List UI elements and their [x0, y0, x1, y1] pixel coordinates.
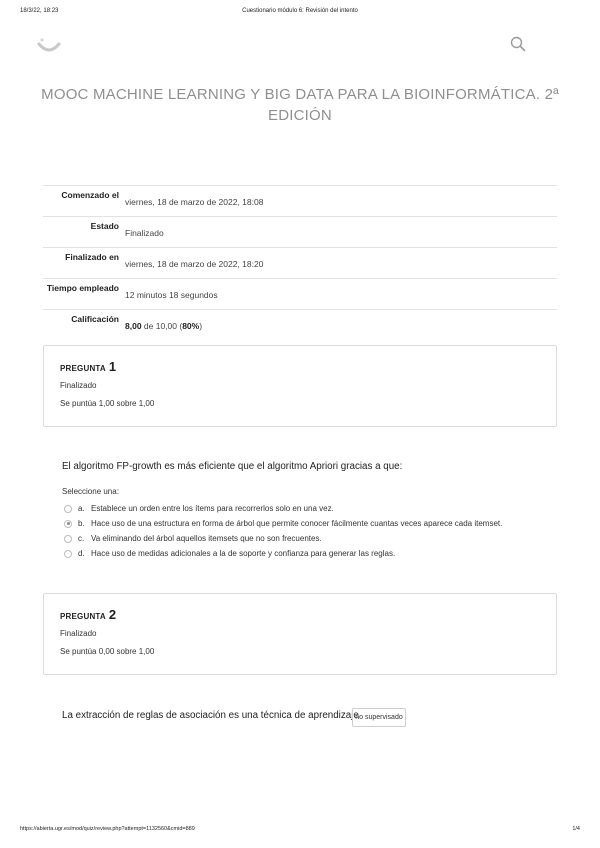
question-state: Finalizado: [60, 629, 97, 638]
radio-button[interactable]: [64, 535, 72, 543]
print-header: [20, 8, 580, 18]
question-number: 2: [108, 607, 117, 622]
summary-grade-value: [125, 310, 557, 341]
print-page-number: 1/4: [572, 826, 580, 832]
answer-option-a[interactable]: [64, 501, 502, 516]
summary-row-finished: [43, 248, 557, 279]
grade-close: ): [199, 321, 203, 331]
radio-button[interactable]: [64, 505, 72, 513]
question-label: PREGUNTA: [60, 612, 106, 621]
print-footer: [20, 826, 580, 836]
select-one-prompt: Seleccione una:: [62, 487, 119, 496]
summary-label: Estado: [43, 217, 125, 248]
answer-letter: d.: [78, 549, 85, 558]
answer-select[interactable]: no supervisado: [352, 708, 406, 727]
print-date: 18/3/22, 18:23: [20, 8, 59, 14]
attempt-summary-table: [43, 185, 557, 340]
answer-letter: c.: [78, 534, 85, 543]
course-title[interactable]: MOOC MACHINE LEARNING Y BIG DATA PARA LA BIOINFORMÁTICA. 2ª EDICIÓN: [41, 86, 559, 124]
ugr-logo-icon[interactable]: [36, 34, 62, 56]
summary-row-state: [43, 217, 557, 248]
question-heading: [60, 607, 116, 622]
answer-option-d[interactable]: [64, 546, 502, 561]
grade-score: 8,00: [125, 321, 142, 331]
summary-label: Calificación: [43, 310, 125, 341]
summary-value: 12 minutos 18 segundos: [125, 279, 557, 310]
question-state: Finalizado: [60, 381, 97, 390]
summary-label: Tiempo empleado: [43, 279, 125, 310]
print-title: Cuestionario módulo 6: Revisión del intento: [242, 8, 358, 14]
print-url: https://abierta.ugr.es/mod/quiz/review.php?attempt=1132560&cmid=889: [20, 826, 195, 832]
summary-row-started: [43, 186, 557, 217]
answer-option-c[interactable]: [64, 531, 502, 546]
answer-text: Hace uso de una estructura en forma de árbol que permite conocer fácilmente cuantas veces aparece cada itemset.: [91, 519, 503, 528]
answer-options: [64, 501, 502, 561]
question-text-2: La extracción de reglas de asociación es una técnica de aprendizaje: [62, 710, 359, 721]
question-grade: Se puntúa 0,00 sobre 1,00: [60, 647, 155, 656]
summary-row-grade: [43, 310, 557, 341]
answer-text: Va eliminando del árbol aquellos itemsets que no son frecuentes.: [91, 534, 322, 543]
summary-value: Finalizado: [125, 217, 557, 248]
radio-button[interactable]: [64, 550, 72, 558]
question-info-card-2: [43, 593, 557, 675]
summary-value: viernes, 18 de marzo de 2022, 18:08: [125, 186, 557, 217]
answer-option-b[interactable]: [64, 516, 502, 531]
answer-text: Hace uso de medidas adicionales a la de soporte y confianza para generar las reglas.: [91, 549, 396, 558]
question-grade: Se puntúa 1,00 sobre 1,00: [60, 399, 155, 408]
grade-of-text: de 10,00 (: [141, 321, 183, 331]
question-heading: [60, 359, 116, 374]
question-info-card-1: [43, 345, 557, 427]
question-text-1: El algoritmo FP-growth es más eficiente que el algoritmo Apriori gracias a que:: [62, 461, 403, 472]
summary-label: Finalizado en: [43, 248, 125, 279]
answer-letter: a.: [78, 504, 85, 513]
answer-letter: b.: [78, 519, 85, 528]
answer-text: Establece un orden entre los ítems para recorrerlos solo en una vez.: [91, 504, 334, 513]
summary-label: Comenzado el: [43, 186, 125, 217]
question-label: PREGUNTA: [60, 364, 106, 373]
grade-percent: 80%: [182, 321, 200, 331]
summary-row-time: [43, 279, 557, 310]
search-icon[interactable]: [510, 36, 526, 52]
question-number: 1: [108, 359, 117, 374]
radio-button-selected[interactable]: [64, 520, 72, 528]
summary-value: viernes, 18 de marzo de 2022, 18:20: [125, 248, 557, 279]
